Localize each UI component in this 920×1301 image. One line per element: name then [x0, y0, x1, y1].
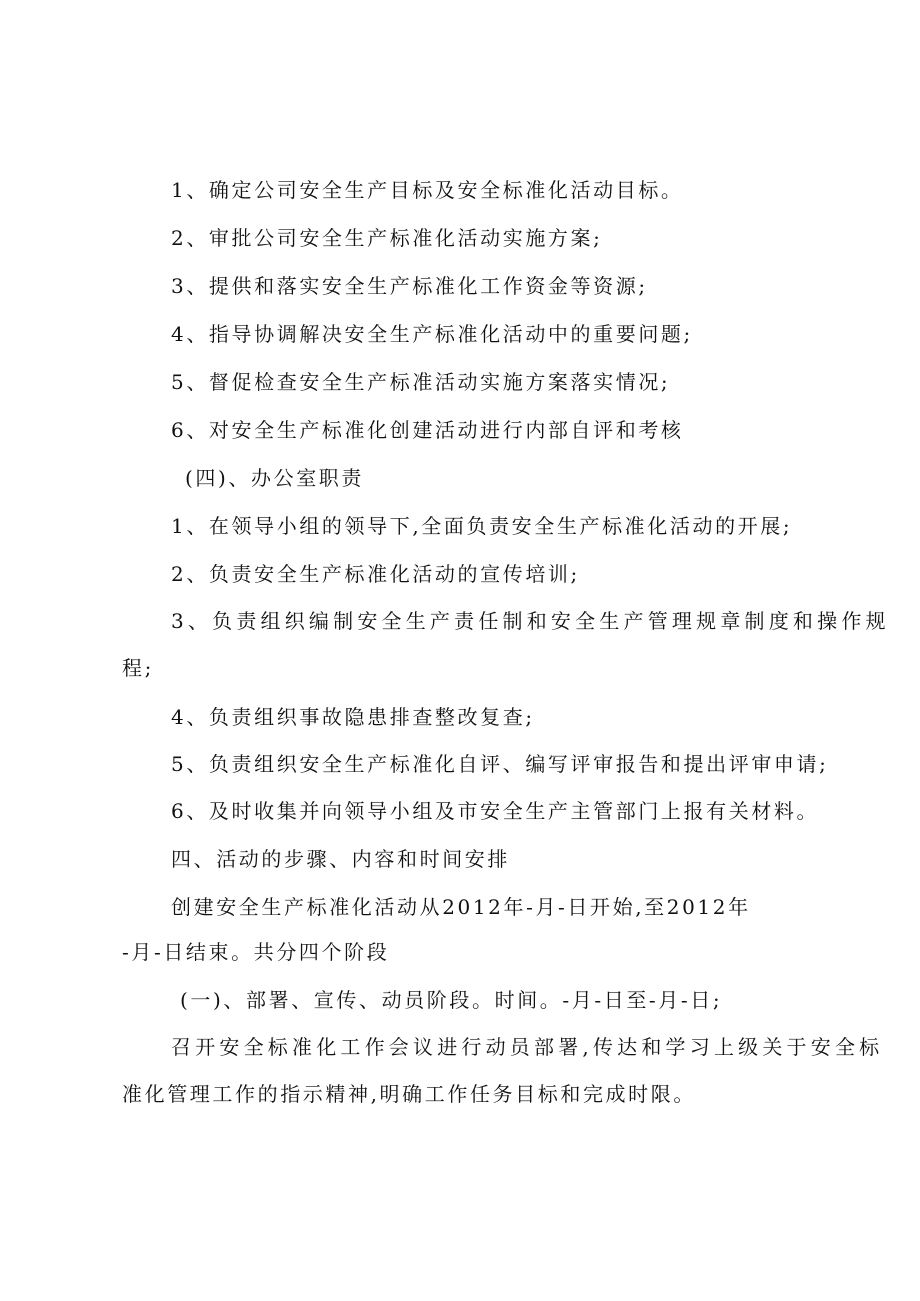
activity-period-text: 创建安全生产标准化活动从2012年-月-日开始,至2012年 [171, 895, 751, 919]
office-item-4: 4、负责组织事故隐患排查整改复查; [171, 705, 535, 729]
office-item-6: 6、及时收集并向领导小组及市安全生产主管部门上报有关材料。 [171, 799, 820, 823]
office-item-1: 1、在领导小组的领导下,全面负责安全生产标准化活动的开展; [171, 514, 793, 538]
section-heading-office: (四)、办公室职责 [185, 466, 365, 490]
duty-item-2: 2、审批公司安全生产标准化活动实施方案; [171, 226, 603, 250]
duty-item-3: 3、提供和落实安全生产标准化工作资金等资源; [171, 274, 648, 298]
duty-item-5: 5、督促检查安全生产标准活动实施方案落实情况; [171, 370, 671, 394]
phase-one-description: 召开安全标准化工作会议进行动员部署,传达和学习上级关于安全标 [171, 1035, 884, 1059]
office-item-3-continued: 程; [122, 656, 154, 680]
duty-item-1: 1、确定公司安全生产目标及安全标准化活动目标。 [171, 178, 684, 202]
duty-item-6: 6、对安全生产标准化创建活动进行内部自评和考核 [171, 418, 684, 442]
office-item-3: 3、负责组织编制安全生产责任制和安全生产管理规章制度和操作规 [171, 609, 890, 633]
office-item-5: 5、负责组织安全生产标准化自评、编写评审报告和提出评审申请; [171, 752, 829, 776]
section-heading-steps: 四、活动的步骤、内容和时间安排 [171, 847, 510, 871]
office-item-2: 2、负责安全生产标准化活动的宣传培训; [171, 562, 580, 586]
phase-one-heading: (一)、部署、宣传、动员阶段。时间。-月-日至-月-日; [180, 988, 723, 1012]
duty-item-4: 4、指导协调解决安全生产标准化活动中的重要问题; [171, 322, 693, 346]
activity-period-text-continued: -月-日结束。共分四个阶段 [122, 940, 390, 964]
phase-one-description-continued: 准化管理工作的指示精神,明确工作任务目标和完成时限。 [122, 1082, 696, 1106]
